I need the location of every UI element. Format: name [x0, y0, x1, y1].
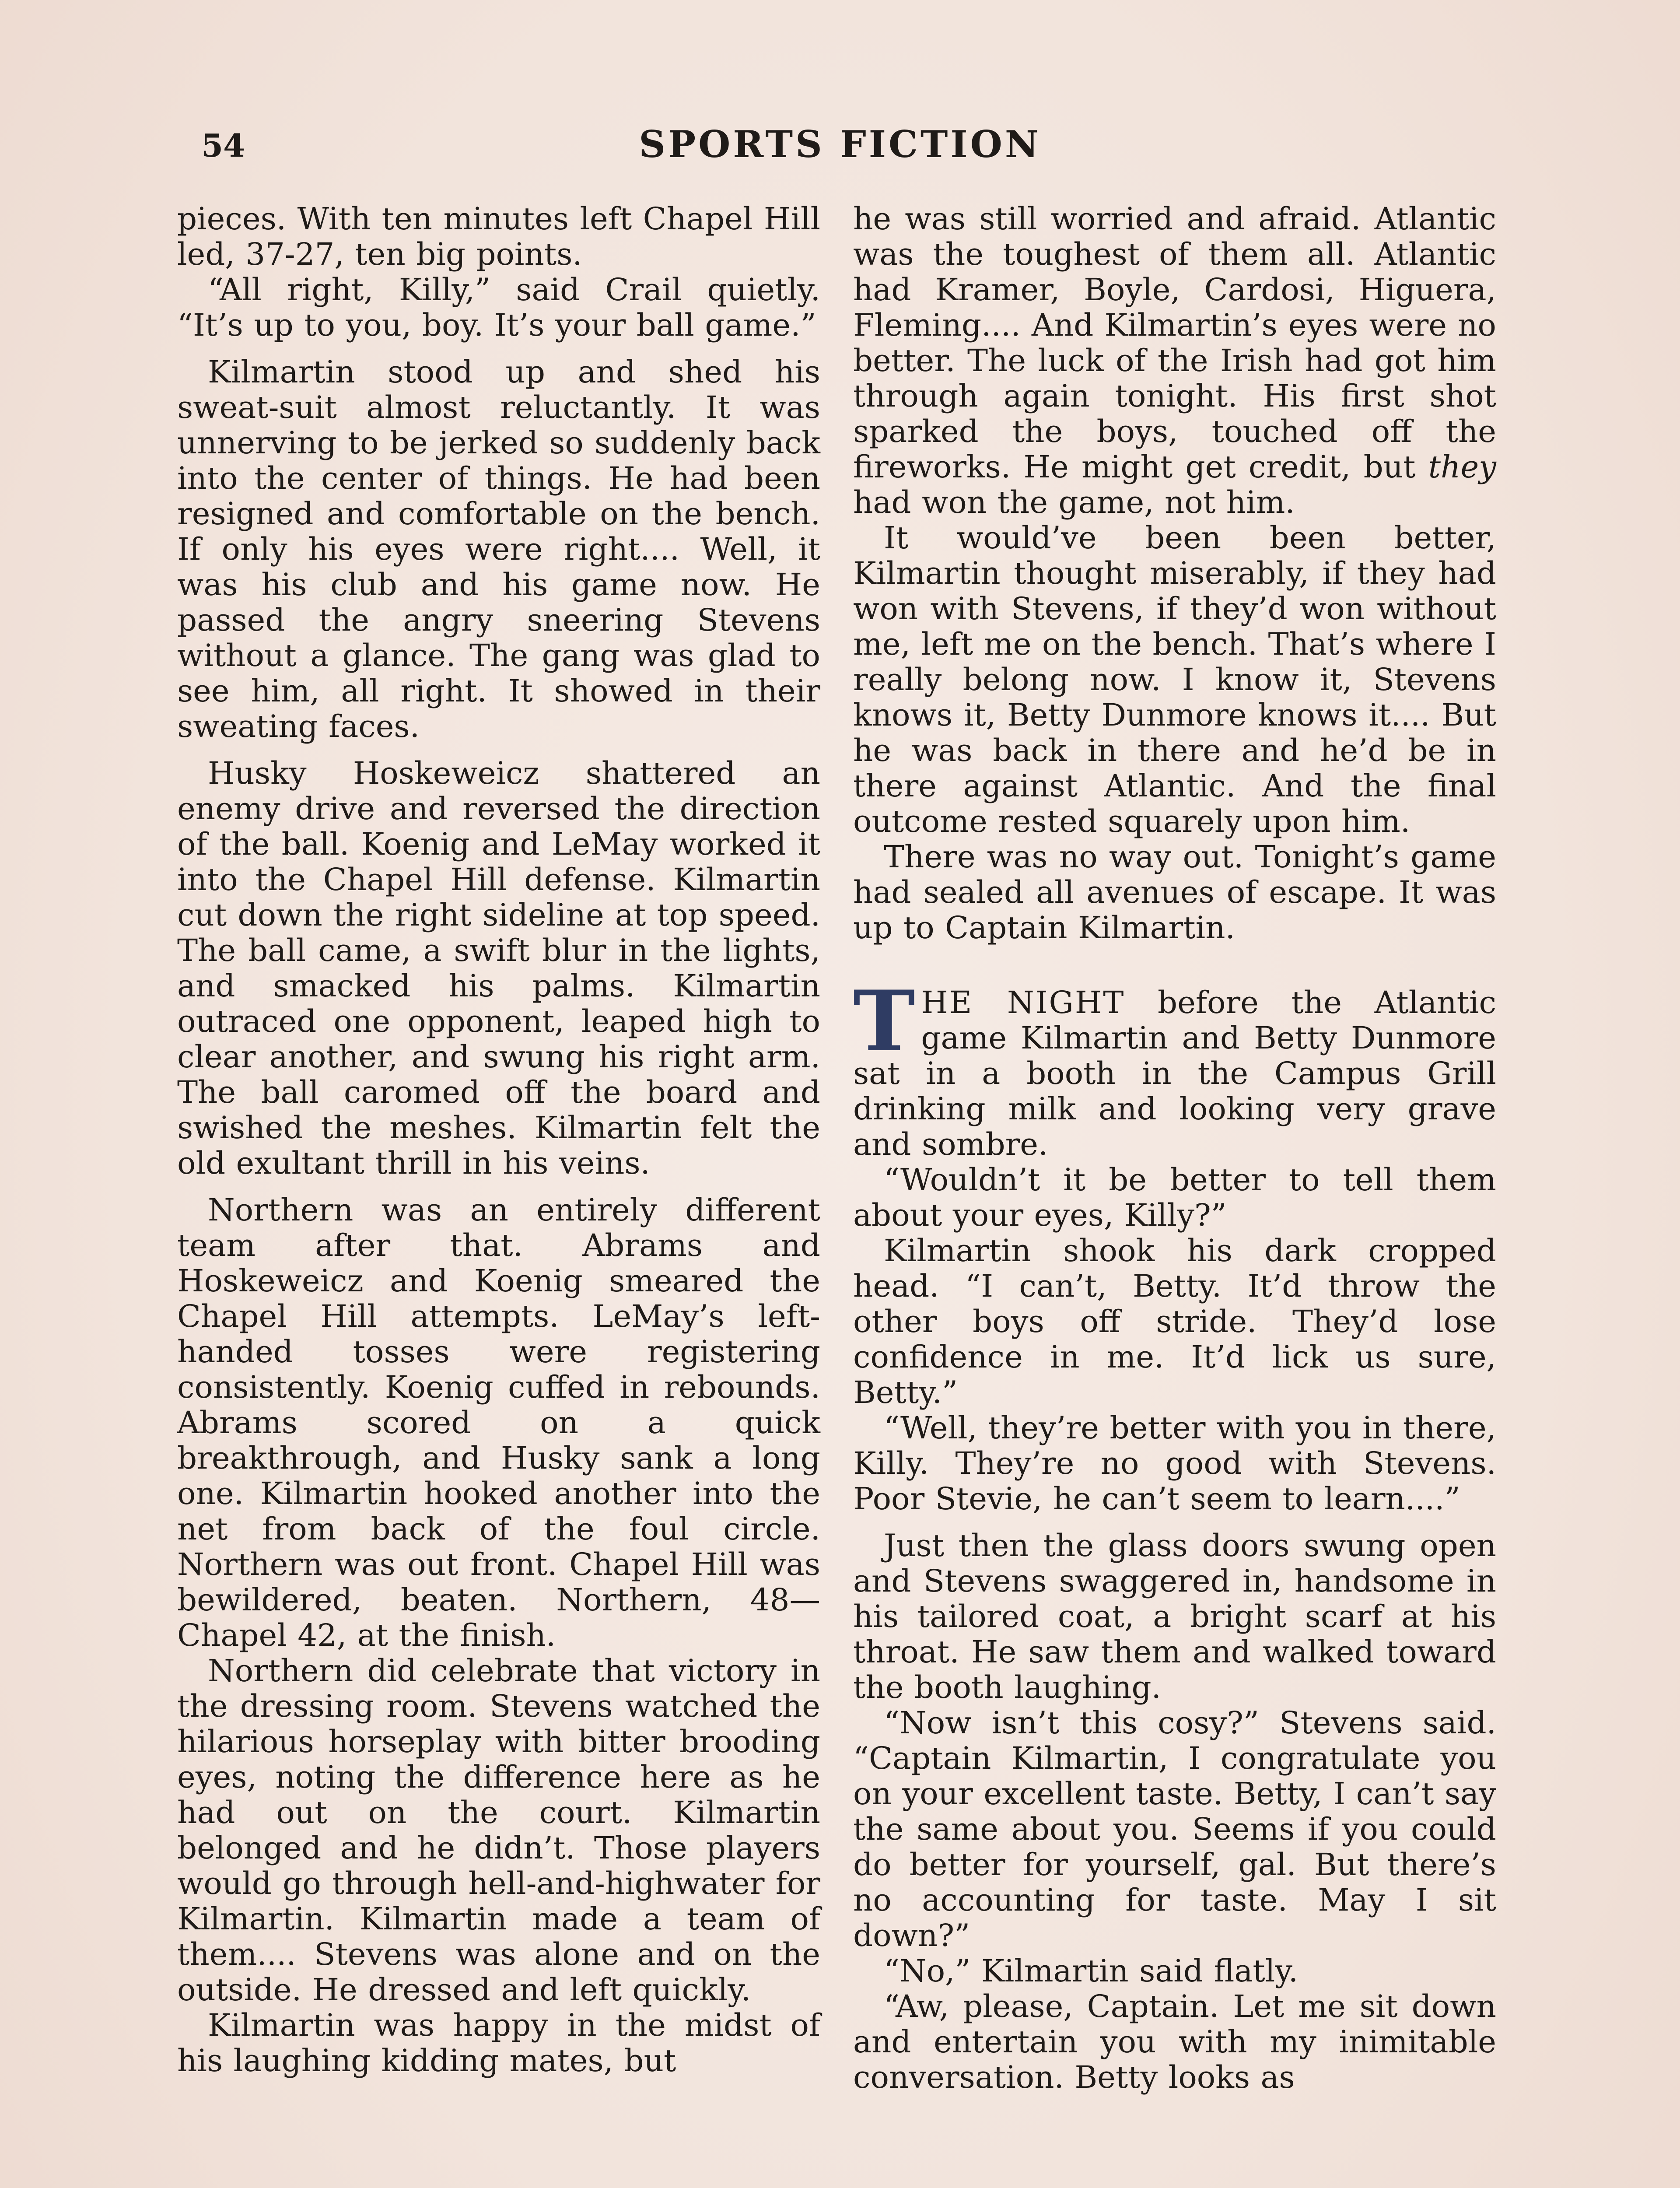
- paragraph: “Wouldn’t it be better to tell them about your eyes, Killy?”: [853, 1162, 1496, 1233]
- paragraph: “Well, they’re better with you in there, Killy. They’re no good with Stevens. Poor Stevie, he can’t seem to learn....”: [853, 1410, 1496, 1517]
- paragraph: pieces. With ten minutes left Chapel Hill led, 37-27, ten big points.: [177, 201, 820, 272]
- paragraph: Just then the glass doors swung open and Stevens swaggered in, handsome in his tailored coat, a bright scarf at his throat. He saw them and walked toward the booth laughing.: [853, 1528, 1496, 1705]
- paragraph: “Now isn’t this cosy?” Stevens said. “Captain Kilmartin, I congratulate you on your excellent taste. Betty, I can’t say the same about you. Seems if you could do better for yourself, gal. But there’s no accounting for taste. May I sit down?”: [853, 1705, 1496, 1953]
- paragraph: “No,” Kilmartin said flatly.: [884, 1953, 1298, 1989]
- paragraph: There was no way out. Tonight’s game had sealed all avenues of escape. It was up to Captain Kilmartin.: [853, 839, 1496, 946]
- section-opening-paragraph: [853, 972, 1496, 1162]
- running-title: SPORTS FICTION: [639, 123, 1041, 166]
- left-column: [177, 201, 820, 2079]
- paragraph: Kilmartin was happy in the midst of his laughing kidding mates, but: [177, 2007, 820, 2079]
- italic-word: they: [1428, 449, 1496, 485]
- paragraph: It would’ve been been better, Kilmartin thought miserably, if they had won with Stevens, if they’d won without me, left me on the bench. That’s where I really belong now. I know it, Stevens knows it, Betty Dunmore knows it.... But he was back in there and he’d be in there against Atlantic. And the final outcome rested squarely upon him.: [853, 520, 1496, 839]
- paragraph: “All right, Killy,” said Crail quietly. “It’s up to you, boy. It’s your ball game.”: [177, 272, 820, 343]
- paragraph: Kilmartin shook his dark cropped head. “I can’t, Betty. It’d throw the other boys off stride. They’d lose confidence in me. It’d lick us sure, Betty.”: [853, 1233, 1496, 1410]
- paragraph: [853, 201, 1496, 520]
- right-column: [853, 201, 1496, 2095]
- page-number: 54: [201, 127, 245, 164]
- paragraph: Northern did celebrate that victory in the dressing room. Stevens watched the hilarious horseplay with bitter brooding eyes, noting the difference here as he had out on the court. Kilmartin belonged and he didn’t. Those players would go through hell-and-highwater for Kilmartin. Kilmartin made a team of them.... Stevens was alone and on the outside. He dressed and left quickly.: [177, 1653, 820, 2008]
- text-run: before the Atlantic game Kilmartin and Betty Dunmore sat in a booth in the Campus Grill drinking milk and looking very grave and sombre.: [853, 985, 1496, 1162]
- text-run: he was still worried and afraid. Atlantic was the toughest of them all. Atlantic had Kramer, Boyle, Cardosi, Higuera, Fleming.... And Kilmartin’s eyes were no better. The luck of the Irish had got him through again tonight. His first shot sparked the boys, touched off the fireworks. He might get credit, but: [853, 201, 1496, 485]
- text-run: had won the game, not him.: [853, 484, 1295, 520]
- section-lead-caps: HE NIGHT: [921, 985, 1125, 1020]
- page-header: [175, 118, 1505, 171]
- paragraph: Husky Hoskeweicz shattered an enemy drive and reversed the direction of the ball. Koenig and LeMay worked it into the Chapel Hill defense. Kilmartin cut down the right sideline at top speed. The ball came, a swift blur in the lights, and smacked his palms. Kilmartin outraced one opponent, leaped high to clear another, and swung his right arm. The ball caromed off the board and swished the meshes. Kilmartin felt the old exultant thrill in his veins.: [177, 755, 820, 1181]
- paragraph: “Aw, please, Captain. Let me sit down and entertain you with my inimitable conversation. Betty looks as: [853, 1988, 1496, 2095]
- drop-cap: T: [853, 972, 915, 1070]
- paragraph: Kilmartin stood up and shed his sweat-suit almost reluctantly. It was unnerving to be jerked so suddenly back into the center of things. He had been resigned and comfortable on the bench. If only his eyes were right.... Well, it was his club and his game now. He passed the angry sneering Stevens without a glance. The gang was glad to see him, all right. It showed in their sweating faces.: [177, 354, 820, 744]
- paragraph: Northern was an entirely different team after that. Abrams and Hoskeweicz and Koenig smeared the Chapel Hill attempts. LeMay’s left-handed tosses were registering consistently. Koenig cuffed in rebounds. Abrams scored on a quick breakthrough, and Husky sank a long one. Kilmartin hooked another into the net from back of the foul circle. Northern was out front. Chapel Hill was bewildered, beaten. Northern, 48—Chapel 42, at the finish.: [177, 1192, 820, 1653]
